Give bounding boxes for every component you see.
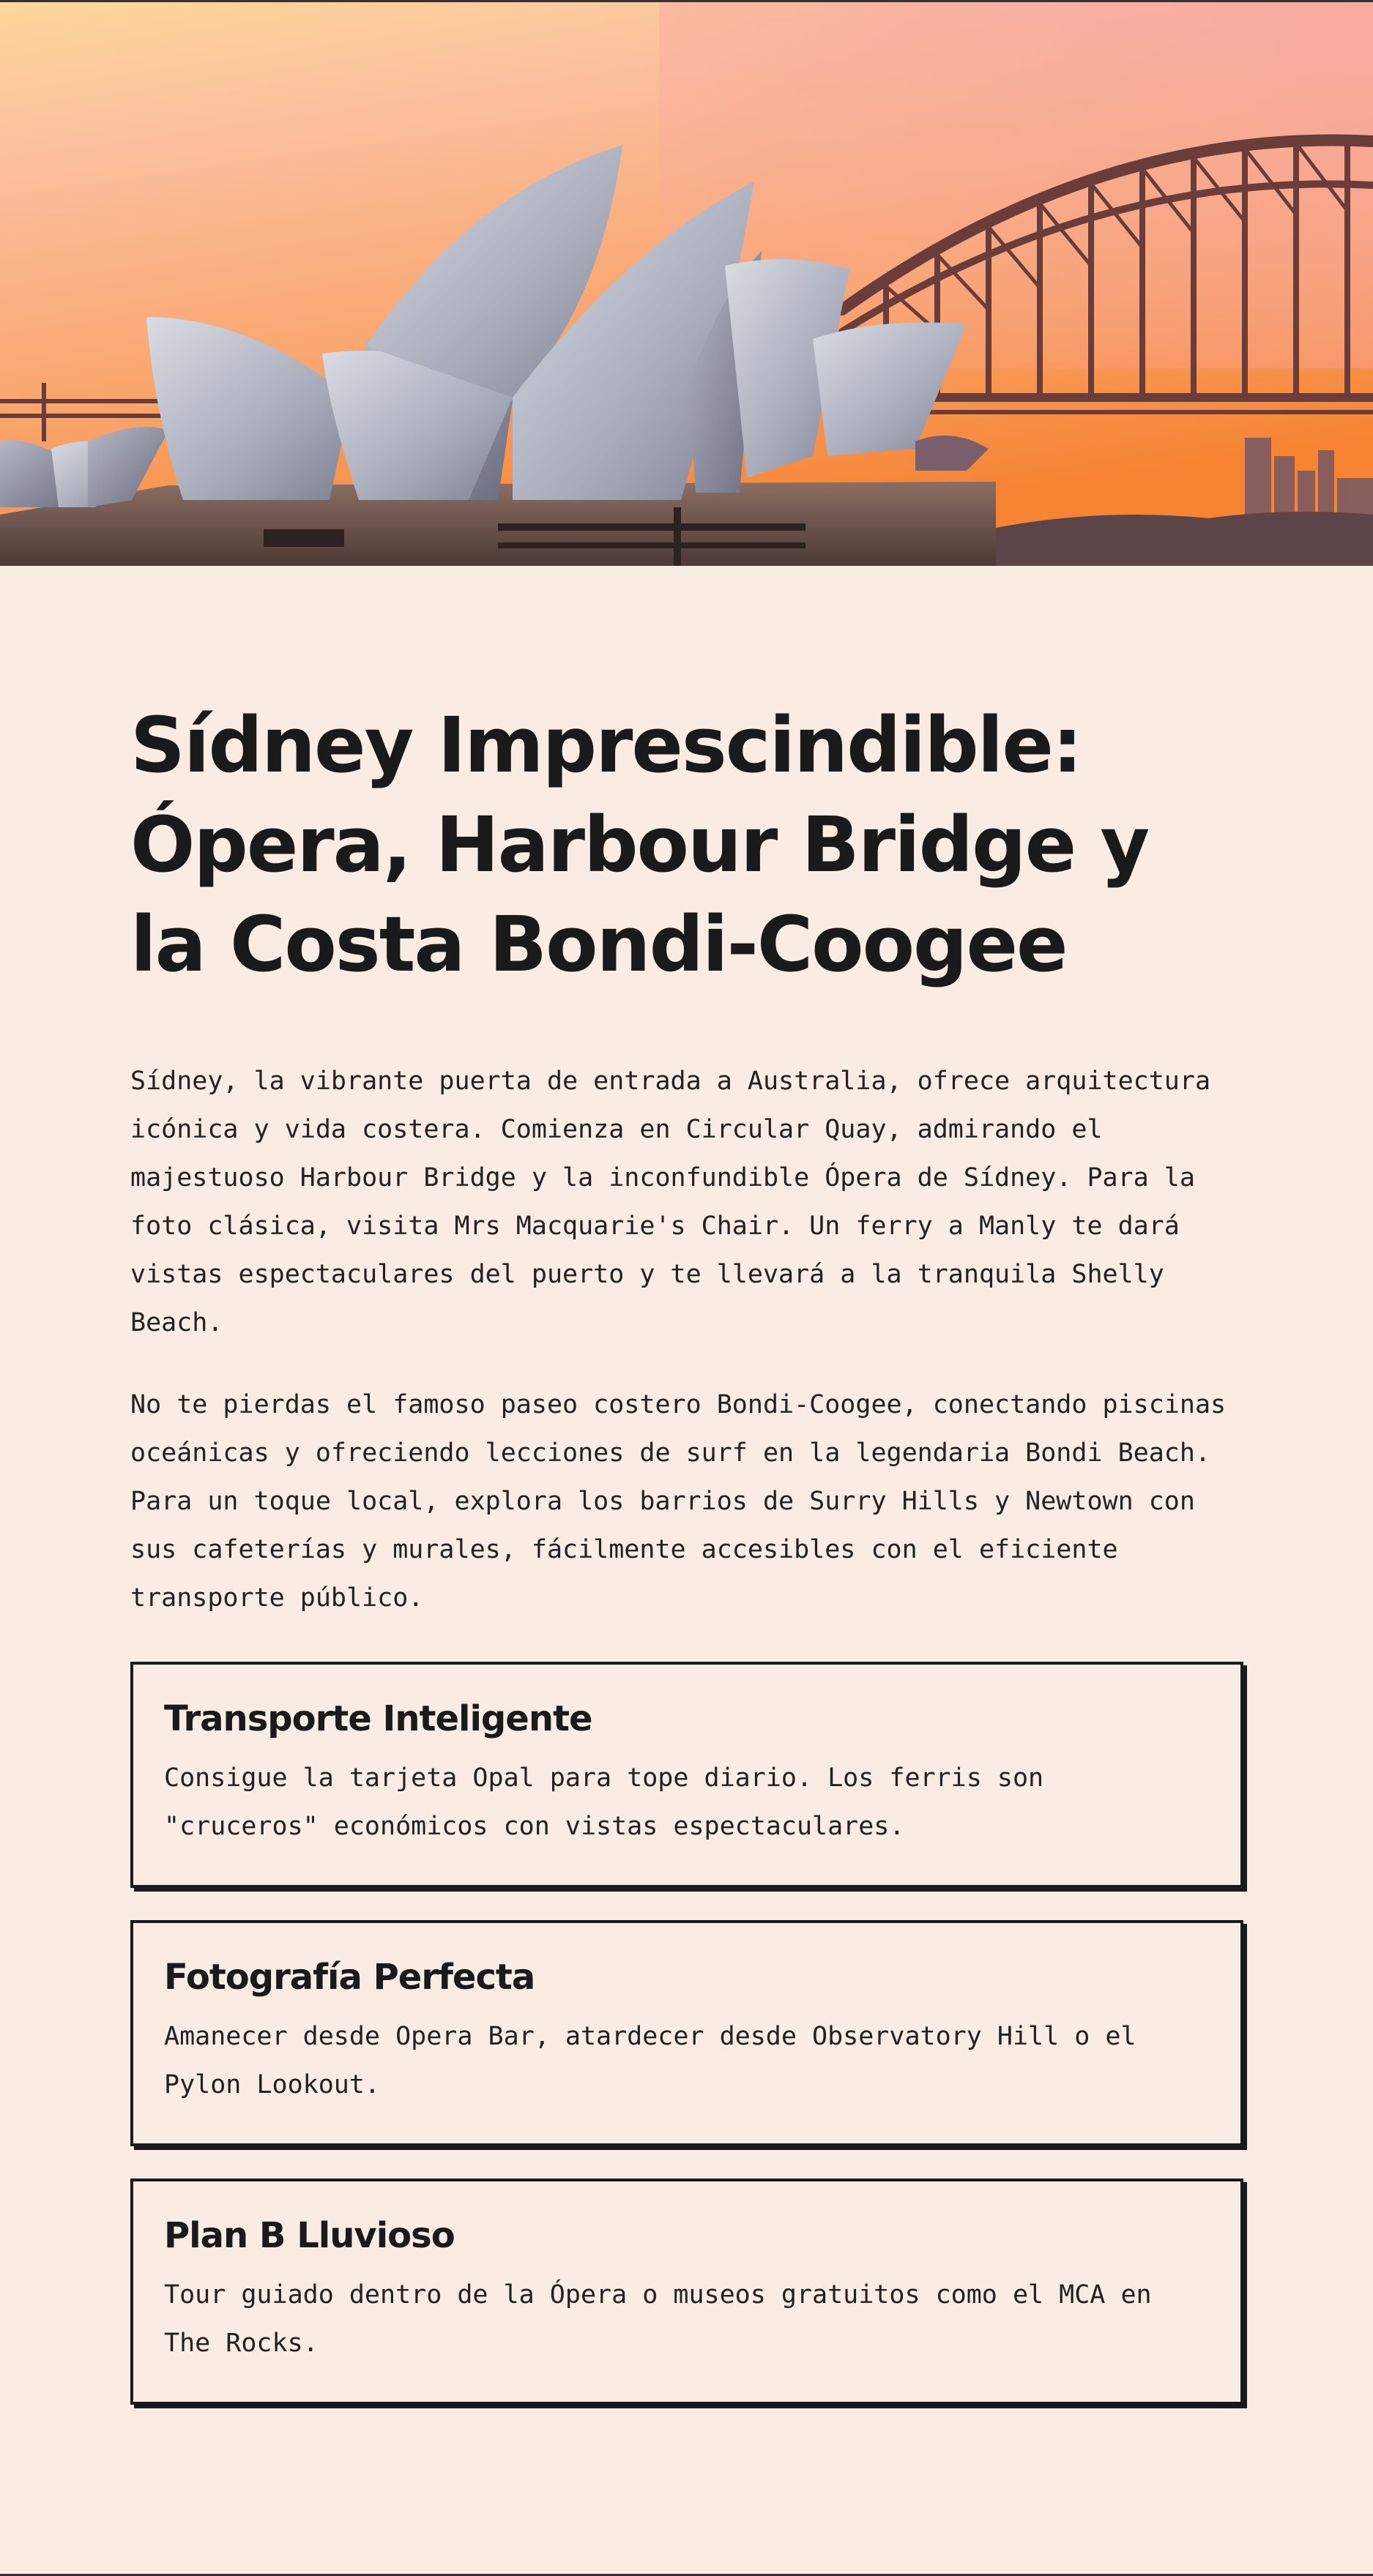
intro-paragraph: Sídney, la vibrante puerta de entrada a Australia, ofrece arquitectura icónica y vida costera. Comienza en Circular Quay, admirando el majestuoso Harbour Bridge y la inconfundible Ópera de Sídney. Para la foto clásica, visita Mrs Macquarie's Chair. Un ferry a Manly te dará vistas espectaculares del puerto y te llevará a la tranquila Shelly Beach.: [130, 1067, 1211, 1337]
page-title: Sídney Imprescindible: Ópera, Harbour Bridge y la Costa Bondi-Coogee: [130, 701, 1149, 989]
tip-card-title: Fotografía Perfecta: [164, 1957, 535, 1998]
tip-card-transport: [130, 1662, 1243, 1888]
tip-card-photography: [130, 1920, 1243, 2146]
article: [130, 695, 1243, 2405]
tip-card-rainy-plan: [130, 2179, 1243, 2405]
tip-card-text: Amanecer desde Opera Bar, atardecer desde Observatory Hill o el Pylon Lookout.: [164, 2022, 1136, 2099]
hero-image: [0, 2, 1373, 566]
tip-card-text: Consigue la tarjeta Opal para tope diario. Los ferris son "cruceros" económicos con vistas espectaculares.: [164, 1763, 1044, 1841]
tip-card-title: Plan B Lluvioso: [164, 2215, 455, 2256]
tip-card-text: Tour guiado dentro de la Ópera o museos gratuitos como el MCA en The Rocks.: [164, 2280, 1152, 2358]
coast-paragraph: No te pierdas el famoso paseo costero Bondi-Coogee, conectando piscinas oceánicas y ofreciendo lecciones de surf en la legendaria Bondi Beach. Para un toque local, explora los barrios de Surry Hills y Newtown con sus cafeterías y murales, fácilmente accesibles con el eficiente transporte público.: [130, 1390, 1227, 1613]
sydney-opera-house-illustration: [0, 2, 1373, 566]
tip-card-title: Transporte Inteligente: [164, 1698, 592, 1739]
